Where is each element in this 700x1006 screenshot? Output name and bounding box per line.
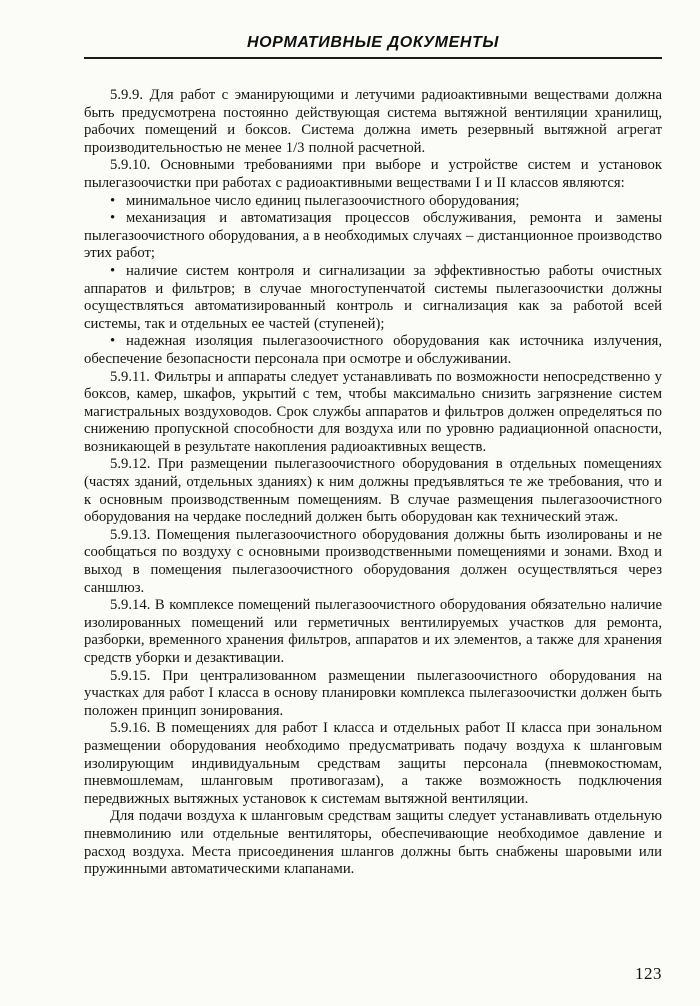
paragraph-5-9-9: 5.9.9. Для работ с эманирующими и летучими радиоактивными веществами должна быть предусмотрена постоянно действующая система вытяжной вентиляции хранилищ, рабочих помещений и боксов. Система должна иметь резервный вытяжной агрегат производительностью не менее 1/3 полной расчетной.	[84, 87, 662, 156]
bullet-item-1	[84, 193, 662, 211]
header-rule	[84, 57, 662, 59]
paragraph-5-9-11: 5.9.11. Фильтры и аппараты следует устанавливать по возможности непосредственно у боксов, камер, шкафов, укрытий с тем, чтобы максимально снизить загрязнение систем магистральных воздуховодов. Срок службы аппаратов и фильтров должен определяться по снижению пропускной способности для воздуха или по уровню радиационной опасности, возникающей в результате накопления радиоактивных веществ.	[84, 368, 662, 455]
bullet-icon: •	[110, 210, 116, 227]
paragraph-5-9-12: 5.9.12. При размещении пылегазоочистного оборудования в отдельных помещениях (частях зданий, отдельных зданиях) к ним должны предъявляться те же требования, что и к основным производственным помещениям. В случае размещения пылегазоочистного оборудования на чердаке последний должен быть оборудован как технический этаж.	[84, 456, 662, 526]
bullet-text: надежная изоляция пылегазоочистного оборудования как источника излучения, обеспечение безопасности персонала при осмотре и обслуживании.	[84, 333, 662, 367]
bullet-item-3	[84, 263, 662, 333]
document-body	[84, 87, 662, 879]
paragraph-5-9-13: 5.9.13. Помещения пылегазоочистного оборудования должны быть изолированы и не сообщаться по воздуху с основными производственными помещениями и зонами. Вход и выход в помещения пылегазоочистного оборудования должен осуществляться через саншлюз.	[84, 526, 662, 596]
header-title: НОРМАТИВНЫЕ ДОКУМЕНТЫ	[246, 34, 500, 51]
page-number: 123	[635, 964, 662, 983]
paragraph-air-supply: Для подачи воздуха к шланговым средствам защиты следует устанавливать отдельную пневмолинию или отдельные вентиляторы, обеспечивающие необходимое давление и расход воздуха. Места присоединения шлангов должны быть снабжены шаровыми или пружинными автоматическими клапанами.	[84, 808, 662, 878]
bullet-text: механизация и автоматизация процессов обслуживания, ремонта и замены пылегазоочистного оборудования, а в необходимых случаях – дистанционное производство этих работ;	[84, 210, 662, 262]
bullet-item-2	[84, 210, 662, 263]
page-header	[84, 34, 662, 59]
bullet-icon: •	[110, 262, 116, 279]
paragraph-5-9-16: 5.9.16. В помещениях для работ I класса и отдельных работ II класса при зональном размещении оборудования необходимо предусматривать подачу воздуха к шланговым изолирующим индивидуальным средствам защиты персонала (пневмокостюмам, пневмошлемам, шланговым противогазам), а также возможность подключения передвижных вытяжных установок к системам вытяжной вентиляции.	[84, 720, 662, 807]
bullet-text: минимальное число единиц пылегазоочистного оборудования;	[126, 192, 520, 209]
bullet-icon: •	[110, 333, 116, 350]
bullet-text: наличие систем контроля и сигнализации за эффективностью работы очистных аппаратов и фильтров; в случае многоступенчатой системы пылегазоочистки должны осуществляться автоматизированный контроль и сигнализация как за работой всей системы, так и отдельных ее частей (ступеней);	[84, 262, 662, 332]
bullet-item-4	[84, 333, 662, 368]
paragraph-5-9-15: 5.9.15. При централизованном размещении пылегазоочистного оборудования на участках для работ I класса в основу планировки комплекса пылегазоочистки должен быть положен принцип зонирования.	[84, 667, 662, 719]
bullet-icon: •	[110, 192, 116, 209]
paragraph-5-9-10: 5.9.10. Основными требованиями при выборе и устройстве систем и установок пылегазоочистки при работах с радиоактивными веществами I и II классов являются:	[84, 157, 662, 191]
paragraph-5-9-14: 5.9.14. В комплексе помещений пылегазоочистного оборудования обязательно наличие изолированных помещений или герметичных вентилируемых участков для ремонта, разборки, временного хранения фильтров, аппаратов и их элементов, а также для хранения средств уборки и дезактивации.	[84, 597, 662, 666]
